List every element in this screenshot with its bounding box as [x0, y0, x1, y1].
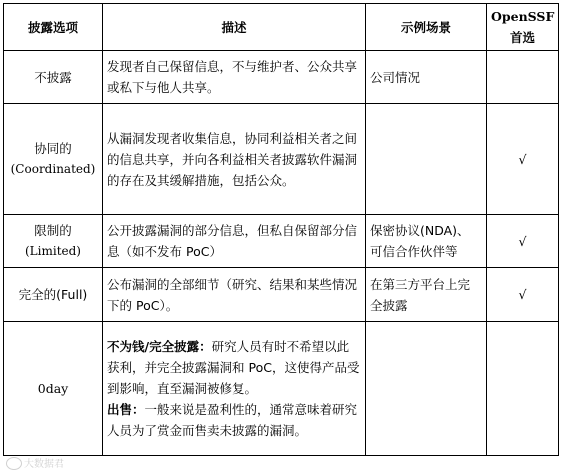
- example-cell: 在第三方平台上完全披露: [366, 268, 487, 322]
- table-row: [4, 51, 559, 104]
- option-cell: [4, 215, 103, 268]
- preferred-check-mark: √: [487, 104, 559, 215]
- weibo-logo-icon: [6, 457, 22, 470]
- preferred-cell: [487, 51, 559, 104]
- table-row: [4, 268, 559, 322]
- watermark-text: 大数据君: [24, 458, 64, 470]
- option-name: 不披露: [34, 69, 72, 85]
- sale-label: 出售：: [107, 402, 145, 417]
- example-cell: [366, 322, 487, 456]
- example-cell: [366, 104, 487, 215]
- header-disclosure-option: 披露选项: [4, 4, 103, 51]
- preferred-check-mark: √: [487, 215, 559, 268]
- description-cell: 发现者自己保留信息，不与维护者、公众共享或私下与他人共享。: [103, 51, 366, 104]
- paid-none-label: 不为钱/完全披露：: [107, 339, 212, 354]
- example-cell: 保密协议(NDA)、可信合作伙伴等: [366, 215, 487, 268]
- table-header-row: [4, 4, 559, 51]
- preferred-check-mark: √: [487, 268, 559, 322]
- description-cell: 从漏洞发现者收集信息，协同利益相关者之间的信息共享，并向各利益相关者披露软件漏洞的存在及其缓解措施，包括公众。: [103, 104, 366, 215]
- table-row: [4, 104, 559, 215]
- example-cell: 公司情况: [366, 51, 487, 104]
- option-cell: [4, 51, 103, 104]
- sale-text: 一般来说是盈利性的，通常意味着研究人员为了赏金而售卖未披露的漏洞。: [107, 402, 358, 438]
- table-row: [4, 322, 559, 456]
- watermark: [6, 455, 64, 471]
- option-english-name: (Limited): [25, 244, 81, 258]
- option-name: 0day: [37, 381, 69, 396]
- option-name: 协同的: [34, 141, 72, 156]
- option-cell: [4, 322, 103, 456]
- header-openssf-label: OpenSSF: [491, 9, 555, 24]
- preferred-cell: [487, 322, 559, 456]
- description-cell: 公开披露漏洞的部分信息，但私自保留部分信息（如不发布 PoC）: [103, 215, 366, 268]
- header-openssf-preferred: [487, 4, 559, 51]
- paid-none-text: 研究人员有时不希望以此获利，并完全披露漏洞和 PoC，这使得产品受到影响，直至漏洞被修复。: [107, 339, 360, 396]
- option-name: 限制的: [34, 223, 72, 238]
- header-example-scenario: 示例场景: [366, 4, 487, 51]
- header-description: 描述: [103, 4, 366, 51]
- option-cell: [4, 104, 103, 215]
- header-preferred-label: 首选: [509, 30, 535, 45]
- description-cell: [103, 322, 366, 456]
- table-row: [4, 215, 559, 268]
- option-english-name: (Coordinated): [10, 162, 96, 176]
- option-name: 完全的(Full): [18, 287, 88, 302]
- disclosure-options-table: [3, 3, 559, 456]
- option-cell: [4, 268, 103, 322]
- description-cell: 公布漏洞的全部细节（研究、结果和某些情况下的 PoC）。: [103, 268, 366, 322]
